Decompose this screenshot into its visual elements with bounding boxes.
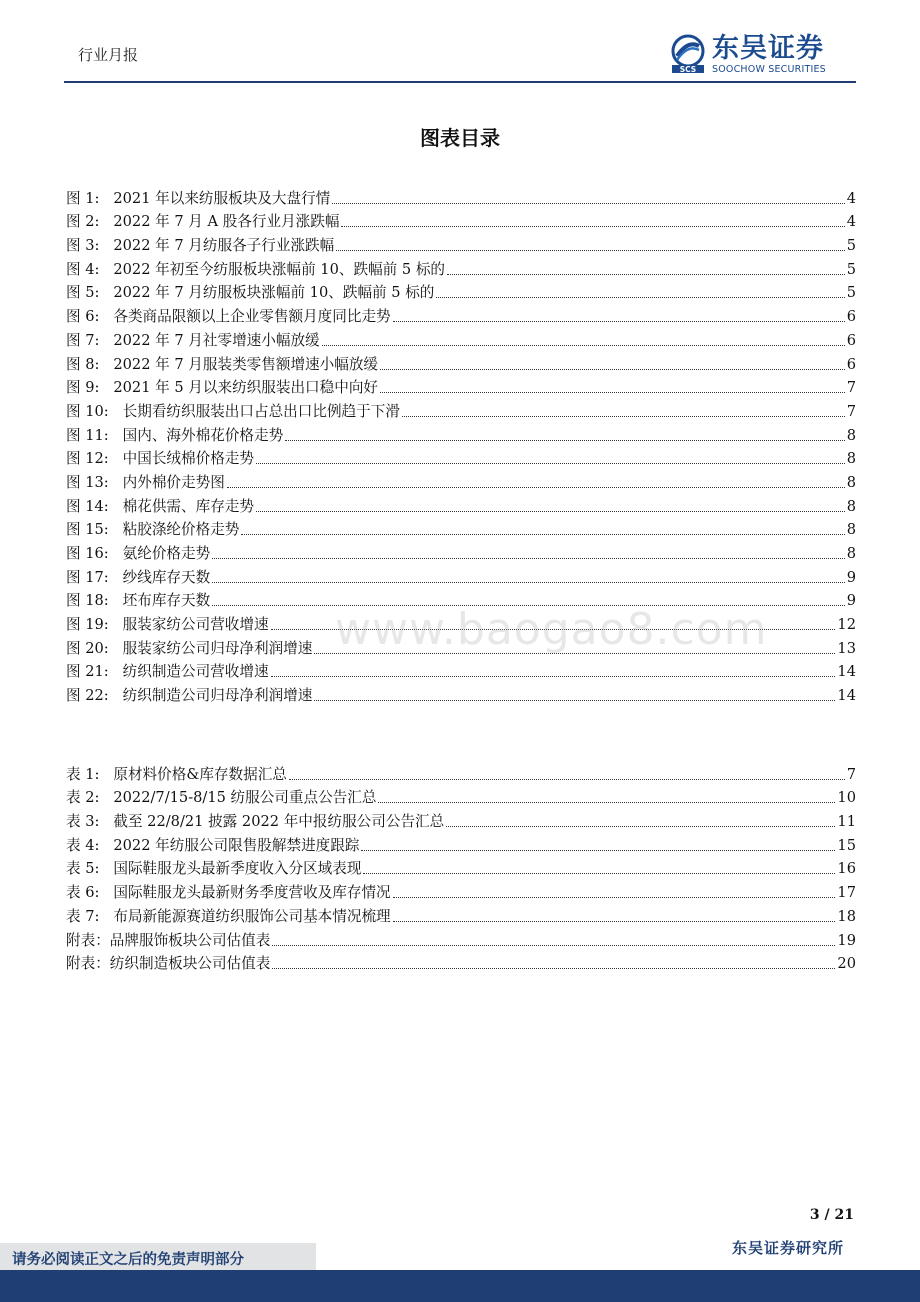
figure-toc-row[interactable] <box>66 492 856 516</box>
toc-entry-page[interactable]: 18 <box>837 907 856 925</box>
figure-toc-row[interactable] <box>66 587 856 611</box>
toc-dot-leader <box>380 392 845 393</box>
toc-entry-title[interactable]: 2022 年 7 月纺服各子行业涨跌幅 <box>113 237 335 255</box>
toc-entry-title[interactable]: 布局新能源赛道纺织服饰公司基本情况梳理 <box>113 907 391 925</box>
figure-toc-row[interactable] <box>66 231 856 255</box>
figure-toc-row[interactable] <box>66 279 856 303</box>
table-toc-row[interactable] <box>66 902 856 926</box>
toc-entry-title[interactable]: 服装家纺公司归母净利润增速 <box>122 639 313 657</box>
toc-entry-title[interactable]: 内外棉价走势图 <box>122 473 225 491</box>
toc-dot-leader <box>272 968 835 969</box>
toc-entry-number: 图 19: <box>66 616 123 634</box>
toc-entry-page[interactable]: 14 <box>837 663 856 681</box>
toc-entry-number: 图 6: <box>66 308 114 326</box>
toc-dot-leader <box>212 605 844 606</box>
toc-entry-title[interactable]: 2021 年以来纺服板块及大盘行情 <box>113 189 331 207</box>
figure-toc-row[interactable] <box>66 658 856 682</box>
toc-entry-title[interactable]: 2022 年 7 月纺服板块涨幅前 10、跌幅前 5 标的 <box>113 284 435 302</box>
toc-entry-number: 表 5: <box>66 860 114 878</box>
toc-title: 图表目录 <box>420 126 500 150</box>
toc-entry-number: 表 7: <box>66 907 114 925</box>
toc-dot-leader <box>332 203 844 204</box>
toc-entry-page[interactable]: 16 <box>837 860 856 878</box>
figure-toc-row[interactable] <box>66 184 856 208</box>
toc-entry-title[interactable]: 中国长绒棉价格走势 <box>122 450 254 468</box>
toc-dot-leader <box>212 558 844 559</box>
toc-entry-number: 表 1: <box>66 765 114 783</box>
toc-entry-title[interactable]: 截至 22/8/21 披露 2022 年中报纺服公司公告汇总 <box>113 813 445 831</box>
toc-dot-leader <box>446 826 835 827</box>
toc-entry-number: 附表： <box>66 931 110 949</box>
toc-entry-page[interactable]: 10 <box>837 789 856 807</box>
toc-entry-title[interactable]: 纺织制造板块公司估值表 <box>109 955 271 973</box>
toc-entry-page[interactable]: 5 <box>846 284 856 302</box>
toc-entry-page[interactable]: 13 <box>837 639 856 657</box>
toc-entry-title[interactable]: 国内、海外棉花价格走势 <box>122 426 284 444</box>
toc-entry-number: 图 13: <box>66 473 123 491</box>
toc-entry-number: 表 6: <box>66 884 114 902</box>
toc-dot-leader <box>241 534 844 535</box>
toc-entry-page[interactable]: 9 <box>846 592 856 610</box>
figure-toc-row[interactable] <box>66 255 856 279</box>
company-logo <box>668 34 854 76</box>
toc-entry-title[interactable]: 2022/7/15-8/15 纺服公司重点公告汇总 <box>113 789 377 807</box>
toc-dot-leader <box>447 274 845 275</box>
toc-entry-number: 图 17: <box>66 568 123 586</box>
toc-entry-number: 图 12: <box>66 450 123 468</box>
toc-entry-title[interactable]: 长期看纺织服装出口占总出口比例趋于下滑 <box>122 402 400 420</box>
toc-entry-number: 图 21: <box>66 663 123 681</box>
figure-toc-row[interactable] <box>66 539 856 563</box>
figure-toc-row[interactable] <box>66 445 856 469</box>
figure-toc-list <box>66 184 856 705</box>
toc-entry-number: 图 1: <box>66 189 114 207</box>
toc-entry-number: 图 8: <box>66 355 114 373</box>
toc-entry-page[interactable]: 12 <box>837 616 856 634</box>
toc-entry-title[interactable]: 纺织制造公司营收增速 <box>122 663 269 681</box>
page-number: 3 / 21 <box>809 1207 854 1223</box>
toc-entry-title[interactable]: 粘胶涤纶价格走势 <box>122 521 240 539</box>
toc-dot-leader <box>393 897 836 898</box>
table-toc-row[interactable] <box>66 831 856 855</box>
toc-dot-leader <box>285 440 845 441</box>
toc-dot-leader <box>378 802 835 803</box>
figure-toc-row[interactable] <box>66 516 856 540</box>
figure-toc-row[interactable] <box>66 350 856 374</box>
toc-dot-leader <box>271 676 836 677</box>
toc-entry-page[interactable]: 20 <box>837 955 856 973</box>
figure-toc-row[interactable] <box>66 681 856 705</box>
watermark: www.baogao8.com <box>335 604 768 655</box>
figure-toc-row[interactable] <box>66 326 856 350</box>
table-toc-row[interactable] <box>66 855 856 879</box>
toc-entry-page[interactable]: 7 <box>846 402 856 420</box>
toc-entry-number: 附表： <box>66 955 110 973</box>
toc-entry-page[interactable]: 9 <box>846 568 856 586</box>
toc-entry-number: 图 16: <box>66 545 123 562</box>
table-toc-row[interactable] <box>66 807 856 831</box>
toc-entry-number: 图 9: <box>66 379 114 397</box>
toc-entry-number: 图 22: <box>66 687 123 705</box>
toc-entry-number: 图 10: <box>66 402 123 420</box>
toc-entry-title[interactable]: 品牌服饰板块公司估值表 <box>109 931 271 949</box>
toc-entry-title[interactable]: 2021 年 5 月以来纺织服装出口稳中向好 <box>113 379 379 397</box>
toc-entry-title[interactable]: 国际鞋服龙头最新财务季度营收及库存情况 <box>113 884 391 902</box>
toc-dot-leader <box>336 250 844 251</box>
footer-org-name: 东吴证券研究所 <box>731 1239 844 1257</box>
figure-toc-row[interactable] <box>66 421 856 445</box>
table-toc-row[interactable] <box>66 784 856 808</box>
toc-entry-number: 图 15: <box>66 521 123 539</box>
toc-dot-leader <box>393 921 836 922</box>
toc-entry-title[interactable]: 2022 年初至今纺服板块涨幅前 10、跌幅前 5 标的 <box>113 260 446 278</box>
toc-dot-leader <box>227 487 845 488</box>
toc-dot-leader <box>393 321 845 322</box>
table-toc-row[interactable] <box>66 926 856 950</box>
toc-entry-page[interactable]: 4 <box>846 213 856 231</box>
toc-entry-title[interactable]: 国际鞋服龙头最新季度收入分区域表现 <box>113 860 362 878</box>
toc-dot-leader <box>272 945 835 946</box>
toc-entry-page[interactable]: 8 <box>846 521 856 539</box>
toc-dot-leader <box>341 226 844 227</box>
toc-dot-leader <box>314 700 835 701</box>
toc-entry-page[interactable]: 19 <box>837 931 856 949</box>
company-logo-icon <box>668 34 708 74</box>
toc-entry-page[interactable]: 7 <box>846 765 856 783</box>
toc-dot-leader <box>380 369 845 370</box>
toc-entry-number: 图 11: <box>66 426 123 444</box>
toc-entry-title[interactable]: 2022 年 7 月 A 股各行业月涨跌幅 <box>113 213 340 231</box>
logo-en-text: SOOCHOW SECURITIES <box>712 64 826 75</box>
toc-entry-title[interactable]: 纺织制造公司归母净利润增速 <box>122 687 313 705</box>
toc-dot-leader <box>289 779 845 780</box>
toc-entry-page[interactable]: 14 <box>837 687 856 705</box>
toc-entry-title[interactable]: 坯布库存天数 <box>122 592 211 610</box>
toc-entry-number: 表 2: <box>66 789 114 807</box>
toc-entry-title[interactable]: 原材料价格&库存数据汇总 <box>113 765 287 783</box>
toc-entry-page[interactable]: 15 <box>837 836 856 854</box>
figure-toc-row[interactable] <box>66 208 856 232</box>
toc-dot-leader <box>271 629 836 630</box>
toc-entry-number: 图 14: <box>66 497 123 515</box>
toc-entry-number: 表 4: <box>66 836 114 854</box>
toc-dot-leader <box>212 582 844 583</box>
header-label: 行业月报 <box>78 46 139 64</box>
toc-entry-page[interactable]: 6 <box>846 355 856 373</box>
toc-entry-number: 图 3: <box>66 237 114 255</box>
footer-disclaimer-note: 请务必阅读正文之后的免责声明部分 <box>12 1252 244 1268</box>
logo-mark-text: SCS <box>679 65 697 74</box>
table-toc-row[interactable] <box>66 878 856 902</box>
toc-dot-leader <box>322 345 845 346</box>
toc-entry-number: 图 20: <box>66 639 123 657</box>
logo-cn-text: 东吴证券 <box>712 33 824 64</box>
toc-entry-title[interactable]: 棉花供需、库存走势 <box>122 497 254 515</box>
figure-toc-row[interactable] <box>66 302 856 326</box>
toc-entry-page[interactable]: 5 <box>846 237 856 255</box>
figure-toc-row[interactable] <box>66 468 856 492</box>
toc-entry-page[interactable]: 8 <box>846 426 856 444</box>
toc-entry-title[interactable]: 服装家纺公司营收增速 <box>122 616 269 634</box>
toc-entry-page[interactable]: 8 <box>846 545 856 562</box>
toc-dot-leader <box>436 297 844 298</box>
table-toc-row[interactable] <box>66 950 856 974</box>
toc-dot-leader <box>361 850 835 851</box>
toc-dot-leader <box>256 463 845 464</box>
toc-entry-page[interactable]: 8 <box>846 450 856 468</box>
toc-entry-page[interactable]: 17 <box>837 884 856 902</box>
toc-entry-page[interactable]: 7 <box>846 379 856 397</box>
toc-entry-title[interactable]: 2022 年 7 月社零增速小幅放缓 <box>113 331 320 349</box>
table-toc-row[interactable] <box>66 760 856 784</box>
toc-entry-page[interactable]: 8 <box>846 473 856 491</box>
toc-entry-number: 图 2: <box>66 213 114 231</box>
figure-toc-row[interactable] <box>66 563 856 587</box>
toc-entry-number: 图 5: <box>66 284 114 302</box>
toc-entry-page[interactable]: 6 <box>846 331 856 349</box>
toc-entry-page[interactable]: 11 <box>837 813 856 831</box>
figure-toc-row[interactable] <box>66 610 856 634</box>
toc-entry-page[interactable]: 4 <box>846 189 856 207</box>
toc-entry-title[interactable]: 纱线库存天数 <box>122 568 211 586</box>
toc-entry-page[interactable]: 6 <box>846 308 856 326</box>
table-toc-list <box>66 760 856 973</box>
toc-dot-leader <box>402 416 845 417</box>
figure-toc-row[interactable] <box>66 397 856 421</box>
header-divider <box>64 81 856 83</box>
toc-entry-number: 图 7: <box>66 331 114 349</box>
toc-entry-number: 图 18: <box>66 592 123 610</box>
toc-entry-page[interactable]: 8 <box>846 497 856 515</box>
toc-dot-leader <box>363 873 835 874</box>
toc-entry-number: 图 4: <box>66 260 114 278</box>
figure-toc-row[interactable] <box>66 374 856 398</box>
footer-band <box>0 1270 920 1302</box>
toc-entry-number: 表 3: <box>66 813 114 831</box>
toc-entry-title[interactable]: 2022 年 7 月服装类零售额增速小幅放缓 <box>113 355 379 373</box>
figure-toc-row[interactable] <box>66 634 856 658</box>
toc-entry-page[interactable]: 5 <box>846 260 856 278</box>
toc-dot-leader <box>314 653 835 654</box>
toc-entry-title[interactable]: 各类商品限额以上企业零售额月度同比走势 <box>113 308 391 326</box>
toc-entry-title[interactable]: 2022 年纺服公司限售股解禁进度跟踪 <box>113 836 360 854</box>
toc-dot-leader <box>256 511 845 512</box>
toc-entry-title[interactable]: 氨纶价格走势 <box>122 545 211 562</box>
